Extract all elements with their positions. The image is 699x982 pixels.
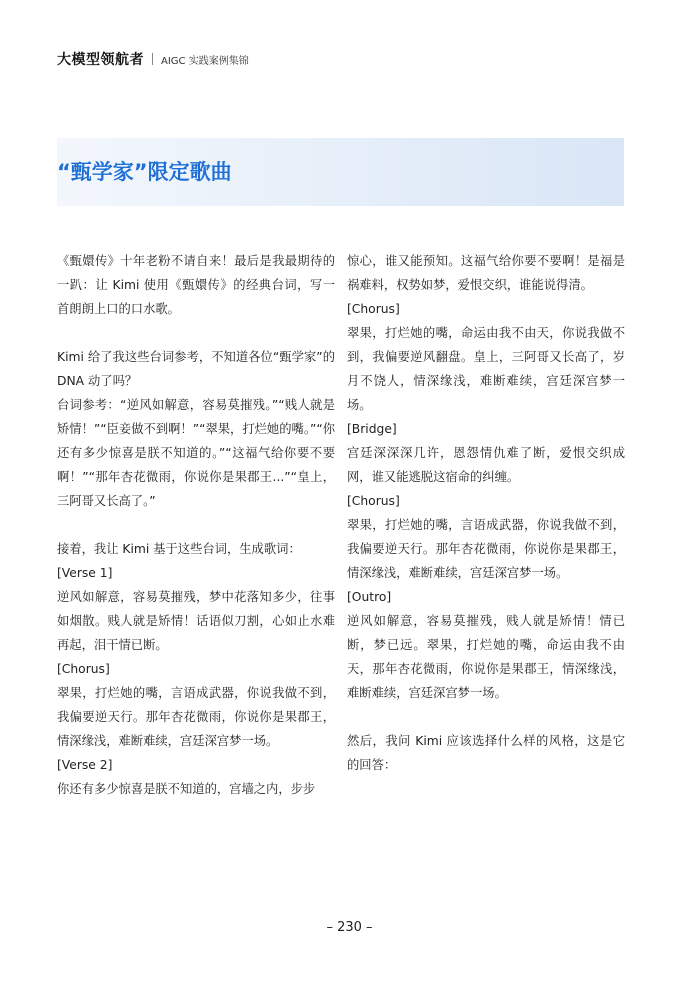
- section-banner: [57, 138, 624, 206]
- paragraph-intro: 《甄嬛传》十年老粉不请自来！最后是我最期待的一趴：让 Kimi 使用《甄嬛传》的经典台词，写一首朗朗上口的口水歌。: [57, 254, 335, 316]
- paragraph-spacer: [57, 321, 335, 345]
- right-column: [347, 249, 625, 777]
- left-column: [57, 249, 335, 801]
- paragraph-lines-question: Kimi 给了我这些台词参考，不知道各位“甄学家”的 DNA 动了吗？: [57, 350, 335, 388]
- lyric-section-label: [Verse 2]: [57, 758, 113, 772]
- lyric-section-label: [Verse 1]: [57, 566, 113, 580]
- lyric-chorus: 翠果，打烂她的嘴，命运由我不由天，你说我做不到，我偏要逆风翻盘。皇上，三阿哥又长高了，岁月不饶人，情深缘浅，难断难续，宫廷深宫梦一场。: [347, 326, 625, 412]
- paragraph-style-question: 然后，我问 Kimi 应该选择什么样的风格，这是它的回答：: [347, 734, 625, 772]
- paragraph-lines-reference: 台词参考：“逆风如解意，容易莫摧残。”“贱人就是矫情！”“臣妾做不到啊！”“翠果，打烂她的嘴。”“你还有多少惊喜是朕不知道的。”“这福气给你要不要啊！”“那年杏花微雨，你说你是果郡王...”“皇上，三阿哥又长高了。”: [57, 398, 336, 508]
- header-divider: [152, 53, 153, 65]
- section-title: “甄学家”限定歌曲: [57, 160, 232, 184]
- lyric-section-label: [Bridge]: [347, 422, 397, 436]
- lyric-verse-2: 你还有多少惊喜是朕不知道的，宫墙之内，步步: [57, 782, 316, 796]
- page-number: – 230 –: [326, 920, 373, 935]
- lyric-verse-2-continued: 惊心，谁又能预知。这福气给你要不要啊！是福是祸难料，权势如梦，爱恨交织，谁能说得清。: [347, 254, 625, 292]
- lyric-section-label: [Chorus]: [347, 302, 400, 316]
- lyric-chorus: 翠果，打烂她的嘴，言语成武器，你说我做不到，我偏要逆天行。那年杏花微雨，你说你是果郡王，情深缘浅，难断难续，宫廷深宫梦一场。: [347, 518, 625, 580]
- lyric-bridge: 宫廷深深深几许，恩怨情仇难了断，爱恨交织成网，谁又能逃脱这宿命的纠缠。: [347, 446, 625, 484]
- paragraph-spacer: [57, 513, 335, 537]
- paragraph-spacer: [347, 705, 625, 729]
- lyric-verse-1: 逆风如解意，容易莫摧残，梦中花落知多少，往事如烟散。贱人就是矫情！话语似刀割，心如止水难再起，泪干情已断。: [57, 590, 335, 652]
- lyric-section-label: [Outro]: [347, 590, 392, 604]
- book-subtitle: AIGC 实践案例集锦: [161, 55, 249, 67]
- running-header: [57, 49, 249, 69]
- lyric-section-label: [Chorus]: [347, 494, 400, 508]
- book-title: 大模型领航者: [57, 52, 144, 68]
- lyric-chorus: 翠果，打烂她的嘴，言语成武器，你说我做不到，我偏要逆天行。那年杏花微雨，你说你是果郡王，情深缘浅，难断难续，宫廷深宫梦一场。: [57, 686, 335, 748]
- lyric-section-label: [Chorus]: [57, 662, 110, 676]
- lyric-outro: 逆风如解意，容易莫摧残，贱人就是矫情！情已断，梦已远。翠果，打烂她的嘴，命运由我不由天，那年杏花微雨，你说你是果郡王，情深缘浅，难断难续，宫廷深宫梦一场。: [347, 614, 625, 700]
- paragraph-generate-lyrics: 接着，我让 Kimi 基于这些台词，生成歌词：: [57, 542, 301, 556]
